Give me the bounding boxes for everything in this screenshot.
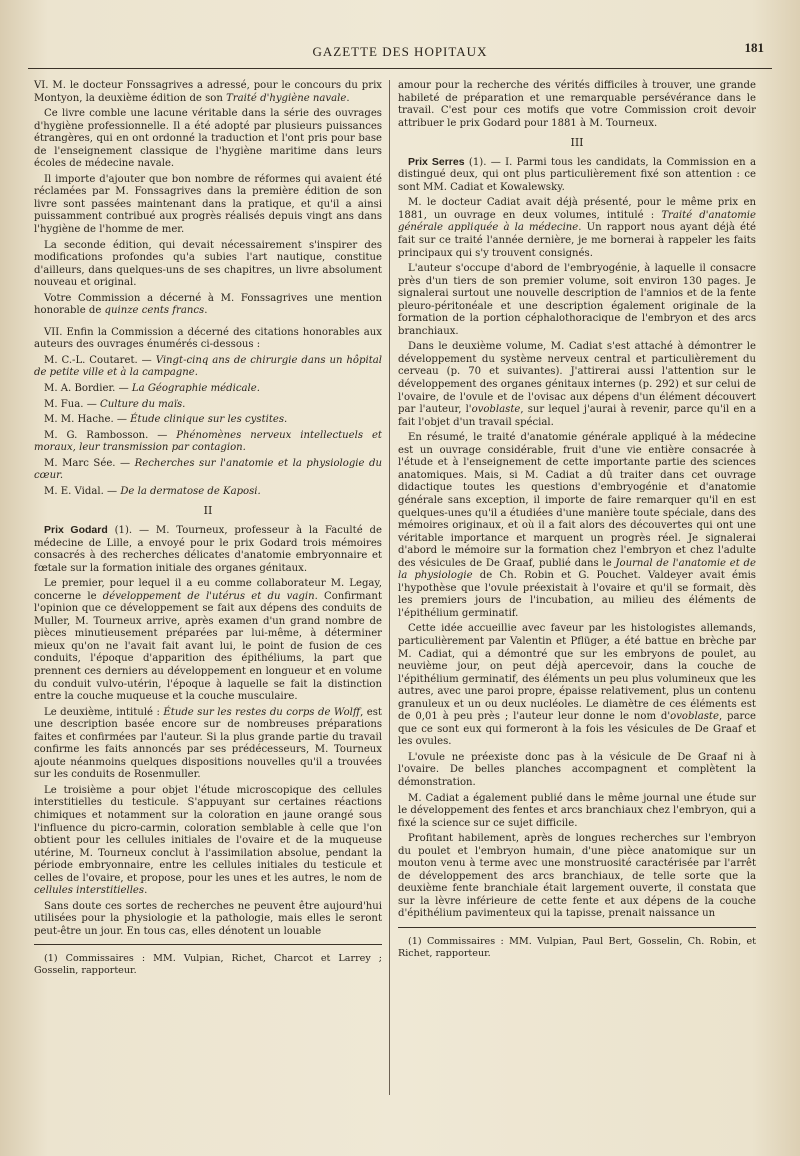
award-amount: quinze cents francs xyxy=(104,305,205,317)
citation-title: Étude clinique sur les cystites. xyxy=(130,414,288,426)
text: , est une description basée encore sur de nombreuses préparations faites et confirmées par l'auteur. Si la plus grande partie du travail confirme les faits annoncés par ses prédécesseurs, M. Tourneux ajoute néanmoins quelques dispositions nouvelles qu'il a trouvées sur les conduits de Rosenmuller. xyxy=(34,706,382,781)
paragraph: M. Cadiat a également publié dans le même journal une étude sur le développement des fentes et arcs branchiaux chez l'embryon, qui a fixé la science sur ce sujet difficile. xyxy=(398,792,756,829)
citation-author: M. Fua. — xyxy=(44,398,100,410)
text: , sur lequel j'aurai à revenir, parce qu'il en a fait l'objet d'un travail spécial. xyxy=(398,404,756,428)
paragraph xyxy=(34,293,382,318)
text: Dans le deuxième volume, M. Cadiat s'est attaché à démontrer le développement du système nerveux central et particulièrement du cerveau (p. 70 et suivantes). J'attirerai aussi l'attention sur le développement des organes génitaux internes (p. 292) et sur celui de l'ovaire, de l'ovule et de l'ovisac aux dépens d'un élément découvert par l'auteur, l' xyxy=(398,341,756,416)
citation-author: M. C.-L. Coutaret. — xyxy=(44,354,156,366)
header-rule xyxy=(28,68,772,69)
text: de Ch. Robin et G. Pouchet. Valdeyer avait émis l'hypothèse que l'ovule préexistait à l'ovaire et qu'il se formait, dès les premiers jours de l'incubation, au milieu des éléments de l'épithélium germinatif. xyxy=(398,570,756,619)
memoir-title: Étude sur les restes du corps de Wolff xyxy=(163,706,361,718)
memoir-title: développement de l'utérus et du vagin xyxy=(102,590,315,602)
footnote: (1) Commissaires : MM. Vulpian, Paul Bert, Gosselin, Ch. Robin, et Richet, rapporteur. xyxy=(398,936,756,959)
section-heading-iii: III xyxy=(570,136,584,150)
page-number: 181 xyxy=(744,40,764,55)
text: , parce que ce sont eux qui formeront à la fois les vésicules de De Graaf et les ovules. xyxy=(398,711,756,748)
citation-title: De la dermatose de Kaposi. xyxy=(120,485,261,497)
paragraph xyxy=(34,785,382,898)
citation-item xyxy=(34,355,382,380)
column-divider xyxy=(389,80,390,1095)
footnote-rule xyxy=(398,927,756,928)
paragraph: Sans doute ces sortes de recherches ne peuvent être aujourd'hui utilisées pour la physiologie et la pathologie, mais elles le seront peut-être un jour. En tous cas, elles dénotent un louable xyxy=(34,900,382,937)
running-title: GAZETTE DES HOPITAUX xyxy=(312,44,488,59)
paragraph: amour pour la recherche des vérités difficiles à trouver, une grande habileté de préparation et une remarquable persévérance dans le travail. C'est pour ces motifs que votre Commission croit devoir attribuer le prix Godard pour 1881 à M. Tourneux. xyxy=(398,80,756,129)
text: Le deuxième, intitulé : xyxy=(44,706,164,718)
citation-item xyxy=(34,458,382,483)
citation-author: M. G. Rambosson. — xyxy=(44,429,177,441)
page-header xyxy=(28,38,772,72)
paragraph xyxy=(398,432,756,620)
paragraph xyxy=(398,341,756,429)
paragraph xyxy=(398,197,756,260)
citation-title: Phénomènes nerveux intellectuels et moraux, leur transmission par contagion. xyxy=(34,429,382,454)
citation-title: Vingt-cinq ans de chirurgie dans un hôpital de petite ville et à la campagne. xyxy=(34,354,382,379)
text: Cette idée accueillie avec faveur par les histologistes allemands, particulièrement par Valentin et Pflüger, a été battue en brèche par M. Cadiat, qui a démontré que sur les embryons de poulet, au neuvième jour, on peut déjà apercevoir, dans la couche de l'épithélium germinatif, des éléments un peu plus volumineux que les autres, avec une paroi propre, épaisse relativement, plus un contenu granuleux et un ou deux nucléoles. Le diamètre de ces éléments est de 0,01 à peu près ; l'auteur leur donne le nom d' xyxy=(398,623,756,723)
text: VI. M. le docteur Fonssagrives a adressé, pour le concours du prix Montyon, la deuxième édition de son xyxy=(34,80,382,104)
section-heading-ii: II xyxy=(203,504,213,518)
paragraph: L'auteur s'occupe d'abord de l'embryogénie, à laquelle il consacre près d'un tiers de son premier volume, soit environ 130 pages. Je signalerai surtout une nouvelle description de l'amnios et de la fente pleuro-péritonéale et une description également originale de la formation de la portion céphalothoracique de l'embryon et des arcs branchiaux. xyxy=(398,263,756,337)
citation-list xyxy=(34,355,382,498)
paragraph xyxy=(398,623,756,748)
text: . xyxy=(346,92,350,104)
text: (1). — M. Tourneux, professeur à la Faculté de médecine de Lille, a envoyé pour le prix Godard trois mémoires consacrés à des recherches délicates d'anatomie embryonnaire et fœtale sur la formation initiale des organes génitaux. xyxy=(34,524,382,574)
prix-godard-paragraph xyxy=(34,524,382,575)
citation-author: M. E. Vidal. — xyxy=(44,485,121,497)
citation-item xyxy=(34,430,382,455)
text: Votre Commission a décerné à M. Fonssagrives une mention honorable de xyxy=(34,292,382,317)
citation-author: M. M. Hache. — xyxy=(44,414,131,426)
citation-author: M. Marc Sée. — xyxy=(44,457,135,469)
term: cellules interstitielles xyxy=(34,885,145,897)
paragraph: Il importe d'ajouter que bon nombre de réformes qui avaient été réclamées par M. Fonssagrives dans la première édition de son livre sont passées maintenant dans la pratique, et qu'il a ainsi puissamment contribué aux progrès réalisés depuis vingt ans dans l'hygiène de l'homme de mer. xyxy=(34,173,382,236)
text: (1). — I. Parmi tous les candidats, la Commission en a distingué deux, qui ont plus particulièrement fixé son attention : ce sont MM. Cadiat et Kowalewsky. xyxy=(398,156,756,193)
paragraph: L'ovule ne préexiste donc pas à la vésicule de De Graaf ni à l'ovaire. De belles planches accompagnent et complètent la démonstration. xyxy=(398,751,756,788)
term: ovoblaste xyxy=(471,404,521,416)
citation-item xyxy=(34,414,382,427)
text: . Confirmant l'opinion que ce développement se fait aux dépens des conduits de Muller, M. Tourneux arrive, après examen d'un grand nombre de pièces minutieusement préparées par lui-même, à déterminer mieux qu'on ne l'avait fait avant lui, le point de fusion de ces conduits, l'époque d'apparition des épithéliums, la part que prennent ces derniers au développement en longueur et en volume du conduit vulvo-utérin, l'époque à laquelle se fait la distinction entre la couche muqueuse et la couche musculaire. xyxy=(34,590,382,703)
prize-name: Prix Godard xyxy=(44,523,108,536)
book-title: Traité d'hygiène navale xyxy=(226,92,347,104)
prix-serres-paragraph xyxy=(398,156,756,195)
text: . Un rapport nous ayant déjà été fait sur ce traité l'année dernière, je me bornerai à rappeler les faits principaux qui s'y trouvent consignés. xyxy=(398,222,756,259)
section-vi-paragraph xyxy=(34,80,382,105)
text: . xyxy=(204,305,208,317)
footnote-rule xyxy=(34,944,382,945)
text: Le troisième a pour objet l'étude microscopique des cellules interstitielles du testicule. S'appuyant sur certaines réactions chimiques et notamment sur la coloration en jaune orangé sous l'influence du picro-carmin, coloration semblable à celle que l'on obtient pour les cellules initiales de l'ovaire et de la muqueuse utérine, M. Tourneux conclut à l'assimilation absolue, pendant la période embryonnaire, entre les cellules initiales du testicule et celles de l'ovaire, et propose, pour les unes et les autres, le nom de xyxy=(34,784,382,884)
text: M. le docteur Cadiat avait déjà présenté, pour le même prix en 1881, un ouvrage en deux volumes, intitulé : xyxy=(398,197,756,221)
paragraph xyxy=(34,578,382,703)
prize-name: Prix Serres xyxy=(408,155,465,168)
journal-title: Journal de l'anatomie et de la physiologie xyxy=(398,557,756,582)
book-title: Traité d'anatomie générale appliquée à la médecine xyxy=(398,209,756,234)
citation-author: M. A. Bordier. — xyxy=(44,383,132,395)
footnote: (1) Commissaires : MM. Vulpian, Richet, Charcot et Larrey ; Gosselin, rapporteur. xyxy=(34,953,382,977)
text: Le premier, pour lequel il a eu comme collaborateur M. Legay, concerne le xyxy=(34,578,382,602)
citation-title: Recherches sur l'anatomie et la physiologie du cœur. xyxy=(34,457,382,482)
citation-item xyxy=(34,486,382,499)
citation-item xyxy=(34,399,382,412)
paragraph: Profitant habilement, après de longues recherches sur l'embryon du poulet et l'embryon humain, d'une pièce anatomique sur un mouton venu à terme avec une monstruosité caractérisée par l'arrêt de développement des arcs branchiaux, de telle sorte que la deuxième fente branchiale était largement ouverte, il constata que sur la lèvre inférieure de cette fente et aux dépens de la couche d'épithélium pavimenteux qui la tapisse, prenait naissance un xyxy=(398,833,756,920)
citation-item xyxy=(34,383,382,396)
left-column xyxy=(34,80,382,980)
right-column xyxy=(398,80,756,963)
term: ovoblaste xyxy=(670,711,719,723)
text: . xyxy=(144,885,148,897)
paragraph: La seconde édition, qui devait nécessairement s'inspirer des modifications profondes qu'a subies l'art nautique, constitue d'ailleurs, dans quelques-uns de ses chapitres, un livre absolument nouveau et original. xyxy=(34,239,382,289)
paragraph xyxy=(34,707,382,782)
citation-title: La Géographie médicale. xyxy=(131,383,260,395)
paragraph: Ce livre comble une lacune véritable dans la série des ouvrages d'hygiène professionnelle. Il a été adopté par plusieurs puissances étrangères, qui en ont ordonné la traduction et l'ont pris pour base de l'enseignement classique de l'hygiène maritime dans leurs écoles de médecine navale. xyxy=(34,108,382,170)
citation-title: Culture du maïs. xyxy=(100,398,186,410)
section-vii-paragraph: VII. Enfin la Commission a décerné des citations honorables aux auteurs des ouvrages énumérés ci-dessous : xyxy=(34,326,382,351)
text: En résumé, le traité d'anatomie générale appliqué à la médecine est un ouvrage considérable, fruit d'une vie entière consacrée à l'étude et à l'enseignement de cette importante partie des sciences anatomiques. Mais, si M. Cadiat a dû traiter dans cet ouvrage didactique toutes les questions d'embryogénie et d'anatomie générale sans exception, il importe de faire remarquer qu'il en est quelques-unes qu'il a étudiées d'une manière toute spéciale, dans des mémoires originaux, et où il a fait alors des découvertes qui ont une véritable importance et marquent un progrès réel. Je signalerai d'abord le mémoire sur la formation chez l'embryon et chez l'adulte des vésicules de De Graaf, publié dans le xyxy=(398,432,756,569)
